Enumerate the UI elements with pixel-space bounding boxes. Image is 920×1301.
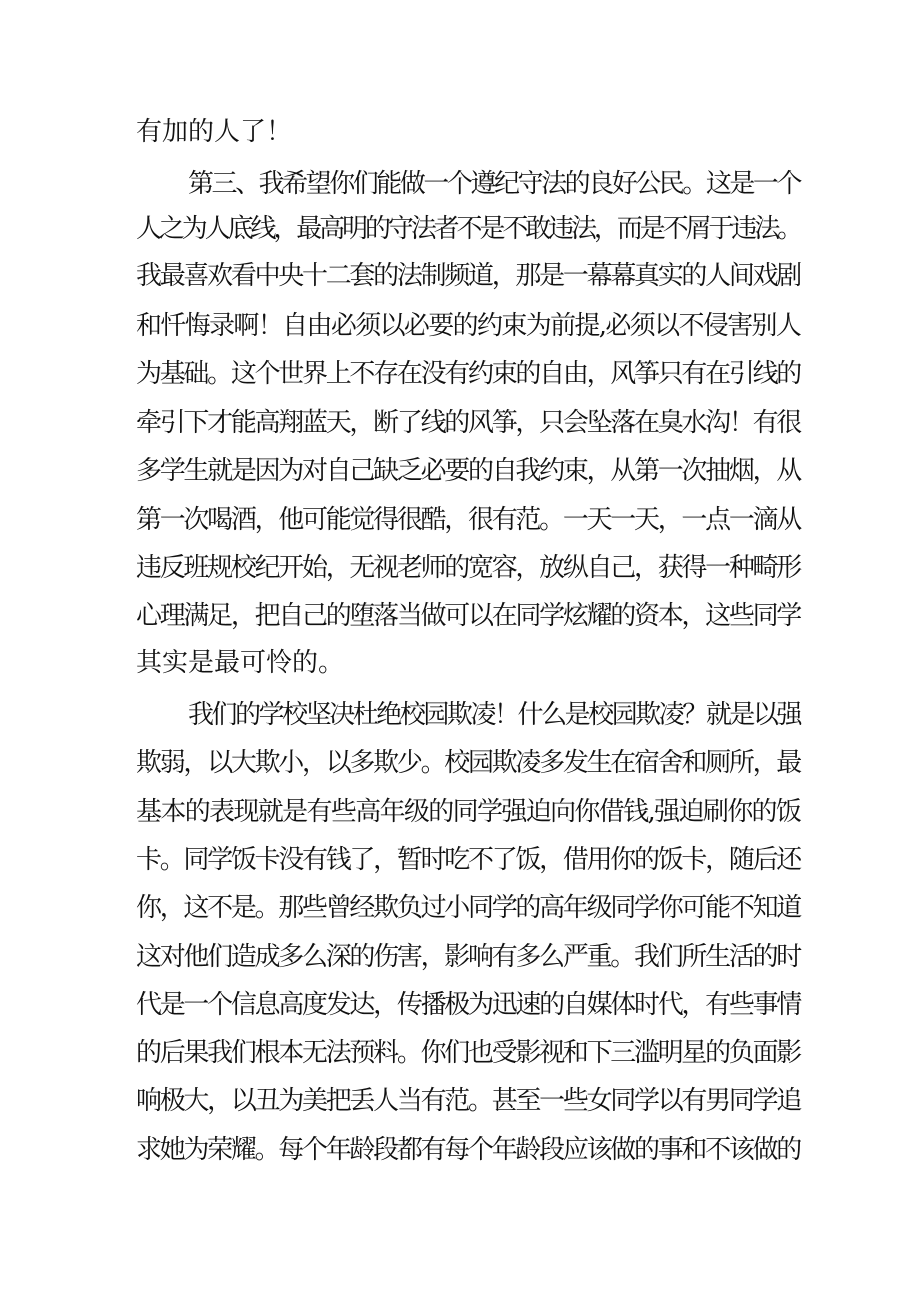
text-line: 第一次喝酒，他可能觉得很酷，很有范。一天一天，一点一滴从: [136, 505, 801, 535]
text-line: 多学生就是因为对自己缺乏必要的自我约束，从第一次抽烟，从: [136, 456, 801, 486]
text-line: 的后果我们根本无法预料。你们也受影视和下三滥明星的负面影: [136, 1038, 801, 1068]
text-line: 心理满足，把自己的堕落当做可以在同学炫耀的资本，这些同学: [136, 601, 801, 631]
text-line: 其实是最可怜的。: [136, 648, 345, 678]
text-line: 牵引下才能高翔蓝天，断了线的风筝，只会坠落在臭水沟！有很: [136, 408, 801, 438]
text-line: 求她为荣耀。每个年龄段都有每个年龄段应该做的事和不该做的: [136, 1135, 801, 1165]
text-line: 人之为人底线，最高明的守法者不是不敢违法，而是不屑于违法。: [136, 214, 801, 244]
text-line: 这对他们造成多么深的伤害，影响有多么严重。我们所生活的时: [136, 942, 801, 972]
text-line: 和忏悔录啊！自由必须以必要的约束为前提,必须以不侵害别人: [136, 311, 801, 341]
paragraph-start-line: 第三、我希望你们能做一个遵纪守法的良好公民。这是一个: [188, 169, 801, 199]
text-line: 卡。同学饭卡没有钱了，暂时吃不了饭，借用你的饭卡，随后还: [136, 845, 801, 875]
text-line: 违反班规校纪开始，无视老师的宽容，放纵自己，获得一种畸形: [136, 553, 801, 583]
text-line: 代是一个信息高度发达，传播极为迅速的自媒体时代，有些事情: [136, 990, 801, 1020]
paragraph-start-line: 我们的学校坚决杜绝校园欺凌！什么是校园欺凌？就是以强: [188, 700, 801, 730]
text-line: 响极大，以丑为美把丢人当有范。甚至一些女同学以有男同学追: [136, 1086, 801, 1116]
text-line: 基本的表现就是有些高年级的同学强迫向你借钱,强迫刷你的饭: [136, 797, 801, 827]
text-line: 有加的人了！: [136, 117, 293, 147]
text-line: 为基础。这个世界上不存在没有约束的自由，风筝只有在引线的: [136, 359, 801, 389]
text-line: 欺弱，以大欺小，以多欺少。校园欺凌多发生在宿舍和厕所，最: [136, 748, 801, 778]
text-line: 我最喜欢看中央十二套的法制频道，那是一幕幕真实的人间戏剧: [136, 261, 801, 291]
text-line: 你，这不是。那些曾经欺负过小同学的高年级同学你可能不知道: [136, 893, 801, 923]
